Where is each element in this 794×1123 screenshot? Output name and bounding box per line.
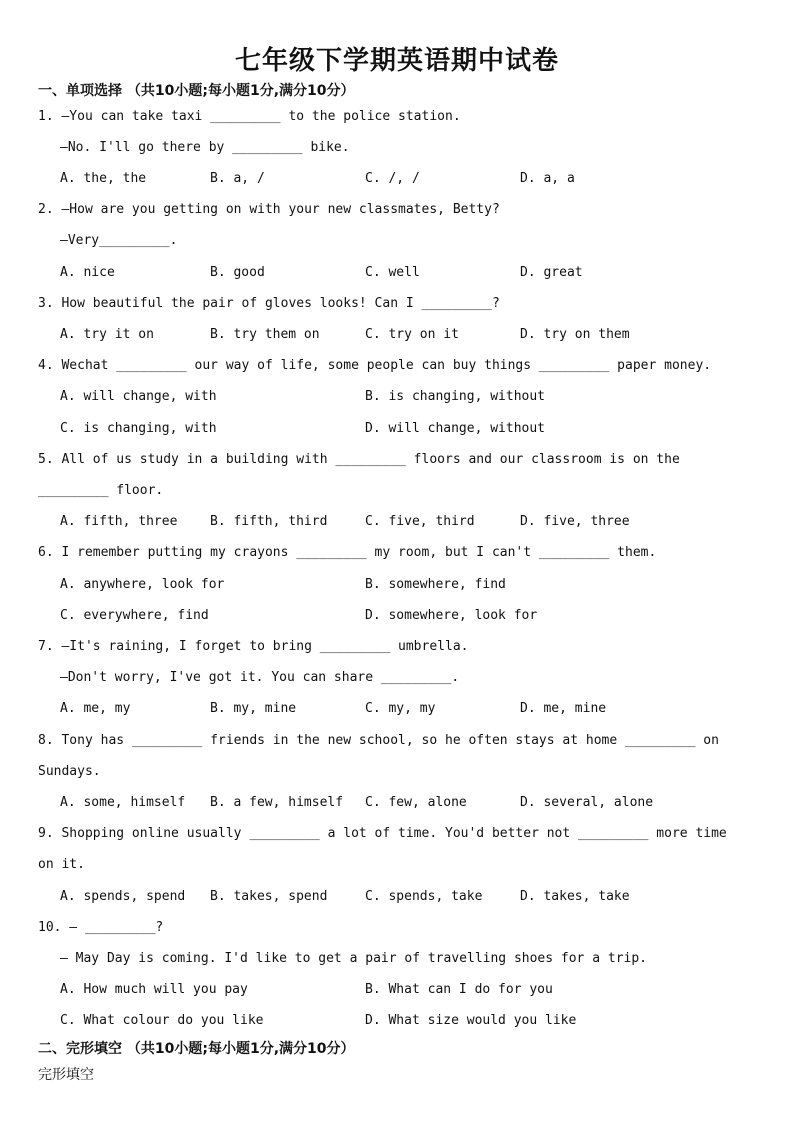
question-7-option-b: B. my, mine <box>210 701 297 716</box>
question-7-option-a: A. me, my <box>60 701 131 716</box>
question-3-line-1: 3. How beautiful the pair of gloves looks! Can I _________? <box>38 296 500 311</box>
question-3-option-c: C. try on it <box>365 327 459 342</box>
question-8-line-1: 8. Tony has _________ friends in the new school, so he often stays at home _________ on <box>38 733 719 748</box>
question-9-option-b: B. takes, spend <box>210 889 328 904</box>
question-9-line-2: on it. <box>38 857 85 872</box>
question-1-line-2: —No. I'll go there by _________ bike. <box>60 140 350 155</box>
question-7-line-2: —Don't worry, I've got it. You can share _________. <box>60 670 460 685</box>
question-8-option-a: A. some, himself <box>60 795 186 810</box>
question-9-option-c: C. spends, take <box>365 889 483 904</box>
question-7-option-c: C. my, my <box>365 701 436 716</box>
question-1-option-a: A. the, the <box>60 171 147 186</box>
question-10-option-c: C. What colour do you like <box>60 1013 264 1028</box>
question-10-line-2: — May Day is coming. I'd like to get a pair of travelling shoes for a trip. <box>60 951 647 966</box>
question-2-line-1: 2. —How are you getting on with your new classmates, Betty? <box>38 202 500 217</box>
question-5-line-2: _________ floor. <box>38 483 164 498</box>
question-9-line-1: 9. Shopping online usually _________ a lot of time. You'd better not _________ more time <box>38 826 727 841</box>
question-2-option-a: A. nice <box>60 265 115 280</box>
question-4-option-d: D. will change, without <box>365 421 546 436</box>
question-3-option-a: A. try it on <box>60 327 154 342</box>
question-7-line-1: 7. —It's raining, I forget to bring _________ umbrella. <box>38 639 469 654</box>
question-2-option-c: C. well <box>365 265 420 280</box>
question-7-option-d: D. me, mine <box>520 701 607 716</box>
question-5-option-a: A. fifth, three <box>60 514 178 529</box>
question-4-option-c: C. is changing, with <box>60 421 217 436</box>
question-1-option-d: D. a, a <box>520 171 575 186</box>
question-8-option-d: D. several, alone <box>520 795 654 810</box>
question-6-line-1: 6. I remember putting my crayons _________ my room, but I can't _________ them. <box>38 545 657 560</box>
question-9-option-a: A. spends, spend <box>60 889 186 904</box>
question-4-option-b: B. is changing, without <box>365 389 546 404</box>
question-4-line-1: 4. Wechat _________ our way of life, some people can buy things _________ paper money. <box>38 358 712 373</box>
question-2-option-d: D. great <box>520 265 583 280</box>
section-heading-cloze: 二、完形填空 （共10小题;每小题1分,满分10分） <box>38 1041 355 1057</box>
section-heading-single-choice: 一、单项选择 （共10小题;每小题1分,满分10分） <box>38 83 355 99</box>
question-2-option-b: B. good <box>210 265 265 280</box>
question-4-option-a: A. will change, with <box>60 389 217 404</box>
question-1-line-1: 1. —You can take taxi _________ to the police station. <box>38 109 461 124</box>
question-3-option-d: D. try on them <box>520 327 630 342</box>
question-1-option-b: B. a, / <box>210 171 265 186</box>
question-8-option-b: B. a few, himself <box>210 795 344 810</box>
question-10-line-1: 10. — _________? <box>38 920 164 935</box>
question-1-option-c: C. /, / <box>365 171 420 186</box>
question-6-option-b: B. somewhere, find <box>365 577 506 592</box>
section-subtitle-cloze: 完形填空 <box>38 1067 94 1083</box>
question-5-option-d: D. five, three <box>520 514 630 529</box>
question-10-option-d: D. What size would you like <box>365 1013 577 1028</box>
question-2-line-2: —Very_________. <box>60 233 178 248</box>
question-6-option-d: D. somewhere, look for <box>365 608 538 623</box>
question-5-option-c: C. five, third <box>365 514 475 529</box>
question-5-line-1: 5. All of us study in a building with _________ floors and our classroom is on the <box>38 452 680 467</box>
question-6-option-a: A. anywhere, look for <box>60 577 225 592</box>
question-5-option-b: B. fifth, third <box>210 514 328 529</box>
page-title: 七年级下学期英语期中试卷 <box>234 46 559 76</box>
question-8-line-2: Sundays. <box>38 764 101 779</box>
question-9-option-d: D. takes, take <box>520 889 630 904</box>
question-6-option-c: C. everywhere, find <box>60 608 209 623</box>
question-10-option-b: B. What can I do for you <box>365 982 553 997</box>
question-10-option-a: A. How much will you pay <box>60 982 248 997</box>
question-3-option-b: B. try them on <box>210 327 320 342</box>
question-8-option-c: C. few, alone <box>365 795 467 810</box>
